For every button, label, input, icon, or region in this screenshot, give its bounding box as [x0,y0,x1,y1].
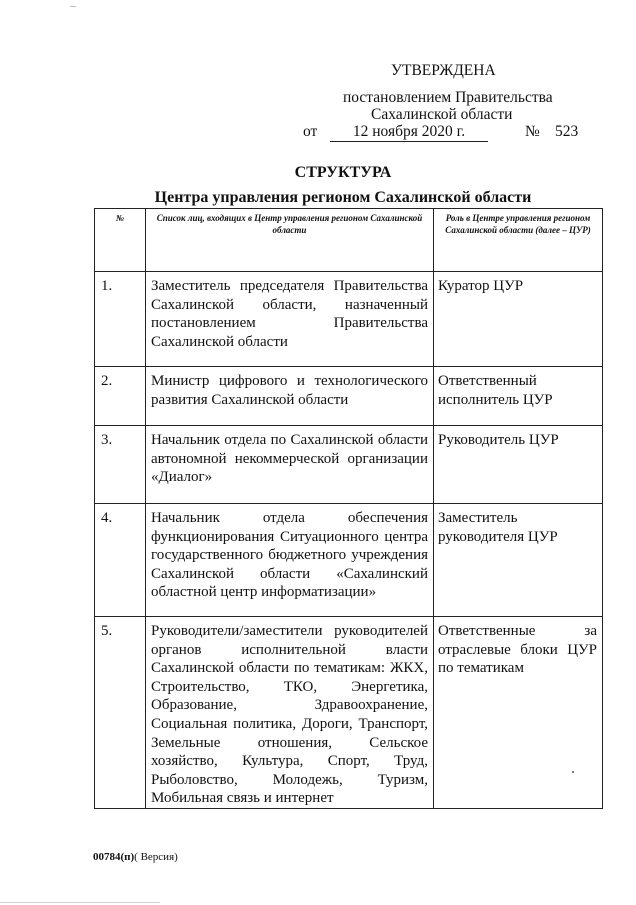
document-version: ( Версия) [134,851,178,863]
document-title: СТРУКТУРА [294,164,392,181]
header-number: № [95,209,146,272]
document-subtitle: Центра управления регионом Сахалинской области [154,189,532,206]
table-row [95,617,603,809]
row-role: Ответственный исполнитель ЦУР [434,367,603,426]
approval-from-label: от [303,123,318,140]
approval-date: 12 ноября 2020 г. [330,122,488,142]
row-number: 3. [95,426,146,504]
document-code [93,851,178,863]
row-role: Заместитель руководителя ЦУР [434,504,603,617]
table-row [95,426,603,504]
approval-number-label: № [525,123,540,140]
row-person: Руководители/заместители руководителей органов исполнительной власти Сахалинской области по тематикам: ЖКХ, Строительство, ТКО, Энергетика, Образование, Здравоохранение, Социальная политика, Дороги, Транспорт, Земельные отношения, Сельское хозяйство, Культура, Спорт, Труд, Рыболовство, Молодежь, Туризм, Мобильная связь и интернет [146,617,434,809]
scan-dot [572,771,574,773]
row-number: 2. [95,367,146,426]
approval-line-2: Сахалинской области [371,106,513,123]
row-number: 4. [95,504,146,617]
row-person: Начальник отдела обеспечения функционирования Ситуационного центра государственного бюджетного учреждения Сахалинской области «Сахалинский областной центр информатизации» [146,504,434,617]
table-row [95,272,603,367]
row-role: Куратор ЦУР [434,272,603,367]
row-person: Заместитель председателя Правительства Сахалинской области, назначенный постановлением Правительства Сахалинской области [146,272,434,367]
approval-line-1: постановлением Правительства [343,89,553,106]
table-header-row [95,209,603,272]
approval-heading: УТВЕРЖДЕНА [391,62,496,79]
row-role: Руководитель ЦУР [434,426,603,504]
header-persons: Список лиц, входящих в Центр управления регионом Сахалинской области [146,209,434,272]
document-code-number: 00784(п) [93,851,135,863]
table-row [95,504,603,617]
row-number: 5. [95,617,146,809]
row-number: 1. [95,272,146,367]
scan-edge [0,902,160,903]
header-role: Роль в Центре управления регионом Сахалинской области (далее – ЦУР) [434,209,603,272]
approval-number: 523 [555,123,579,140]
row-role: Ответственные за отраслевые блоки ЦУР по тематикам [434,617,603,809]
row-person: Министр цифрового и технологического развития Сахалинской области [146,367,434,426]
table-row [95,367,603,426]
row-person: Начальник отдела по Сахалинской области автономной некоммерческой организации «Диалог» [146,426,434,504]
scan-dot [70,6,76,7]
structure-table [94,208,603,809]
